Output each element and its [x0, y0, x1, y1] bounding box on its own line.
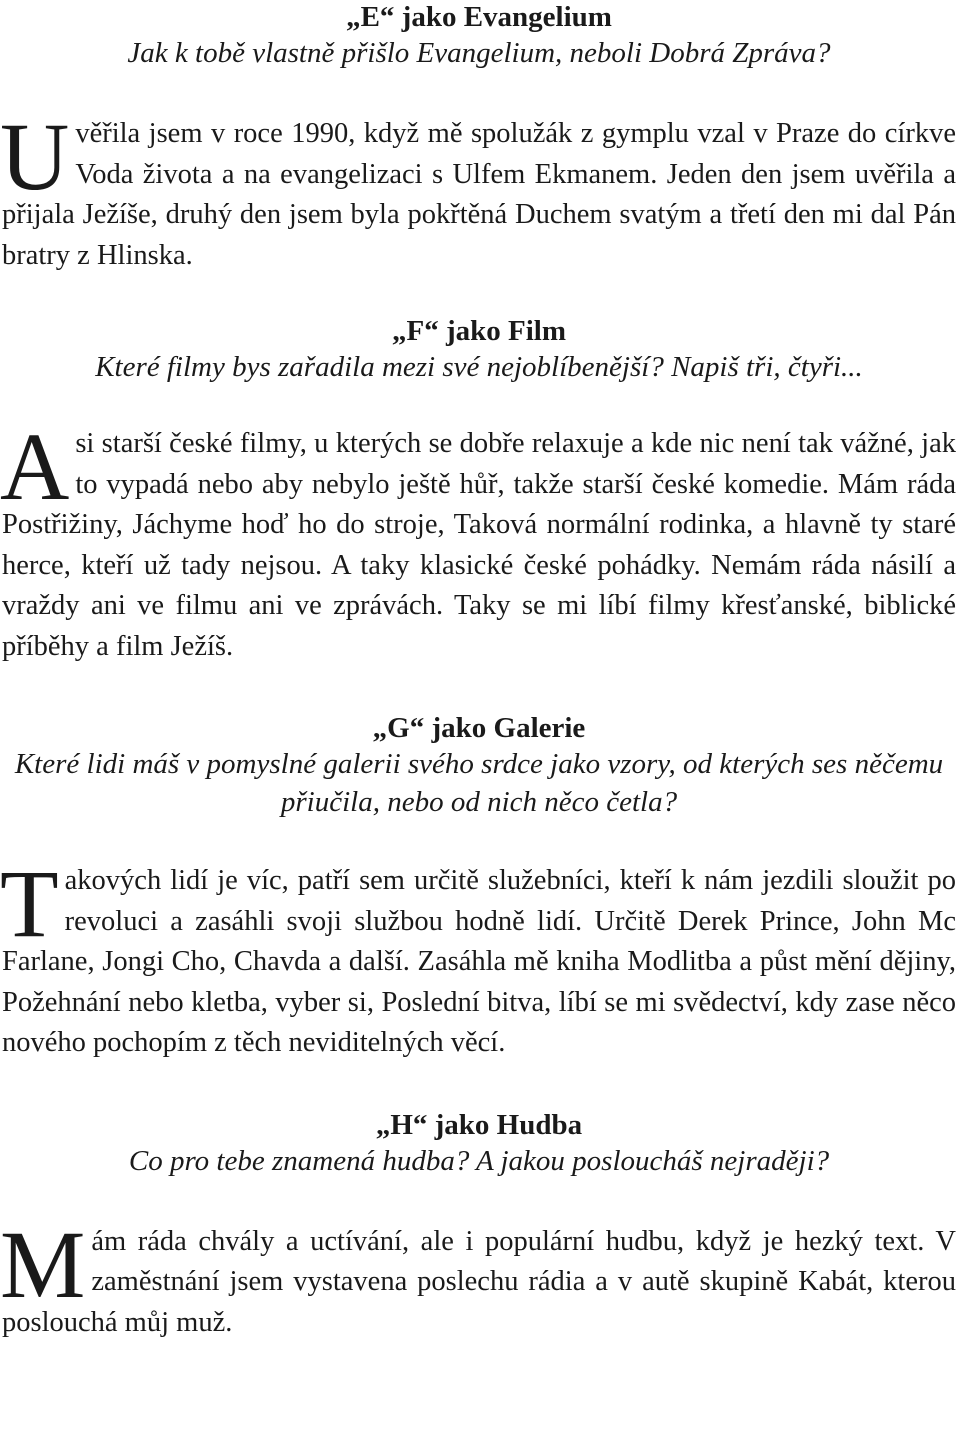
section-question: Které filmy bys zařadila mezi své nejoblíbenější? Napiš tři, čtyři...	[95, 351, 863, 383]
answer-text: si starší české filmy, u kterých se dobře relaxuje a kde nic není tak vážné, jak to vypadá nebo aby nebylo ještě hůř, takže starší české komedie. Mám ráda Postřižiny, Jáchyme hoď ho do stroje, Taková normální rodinka, a hlavně ty staré herce, kteří už tady nejsou. A taky klasické české pohádky. Nemám ráda násilí a vraždy ani ve filmu ani ve zprávách. Taky se mi líbí filmy křesťanské, biblické příběhy a film Ježíš.	[2, 428, 956, 662]
section-film	[2, 314, 956, 667]
drop-cap: M	[0, 1210, 86, 1318]
drop-cap: A	[0, 413, 70, 520]
section-heading: „E“ jako Evangelium	[346, 1, 612, 33]
section-answer	[0, 103, 956, 276]
section-question: Které lidi máš v pomyslné galerii svého srdce jako vzory, od kterých ses něčemu přiučila, nebo od nich něco četla?	[14, 748, 944, 818]
section-heading: „F“ jako Film	[392, 315, 566, 347]
section-galerie	[2, 711, 956, 1064]
section-answer	[0, 850, 956, 1064]
section-heading: „G“ jako Galerie	[372, 712, 586, 744]
answer-text: ám ráda chvály a uctívání, ale i populární hudbu, když je hezký text. V zaměstnání jsem vystavena poslechu rádia a v autě skupině Kabát, kterou poslouchá můj muž.	[2, 1225, 956, 1338]
section-evangelium	[2, 0, 956, 276]
section-question: Jak k tobě vlastně přišlo Evangelium, neboli Dobrá Zpráva?	[127, 37, 831, 69]
answer-text: akových lidí je víc, patří sem určitě služebníci, kteří k nám jezdili sloužit po revoluci a zasáhli svoji službou hodně lidí. Určitě Derek Prince, John Mc Farlane, Jongi Cho, Chavda a další. Zasáhla mě kniha Modlitba a půst mění dějiny, Požehnání nebo kletba, vyber si, Poslední bitva, líbí se mi svědectví, kdy zase něco nového pochopím z těch neviditelných věcí.	[2, 865, 956, 1058]
answer-text: věřila jsem v roce 1990, když mě spolužák z gymplu vzal v Praze do církve Voda života a na evangelizaci s Ulfem Ekmanem. Jeden den jsem uvěřila a přijala Ježíše, druhý den jsem byla pokřtěná Duchem svatým a třetí den mi dal Pán bratry z Hlinska.	[2, 118, 956, 271]
drop-cap: T	[0, 850, 59, 957]
section-question: Co pro tebe znamená hudba? A jakou posloucháš nejraději?	[128, 1144, 830, 1177]
section-hudba	[2, 1108, 956, 1344]
section-heading: „H“ jako Hudba	[375, 1108, 583, 1141]
section-answer	[0, 1210, 956, 1344]
section-answer	[0, 413, 956, 667]
drop-cap: U	[0, 103, 70, 210]
